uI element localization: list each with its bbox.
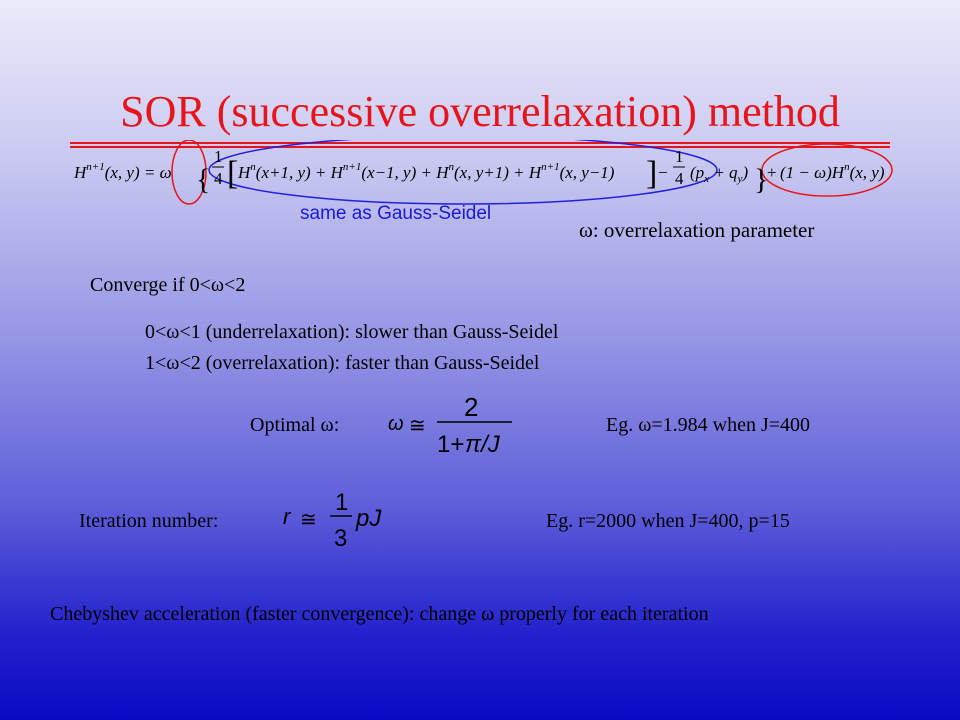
slide-title: SOR (successive overrelaxation) method xyxy=(120,87,840,136)
svg-text:≅: ≅ xyxy=(409,415,426,437)
overrelaxation-line: 1<ω<2 (overrelaxation): faster than Gauss-Seidel xyxy=(145,352,540,374)
svg-text:(1 − ω)Hn(x, y): $(1 - \omega)H^n(x$, y) xyxy=(780,161,885,182)
svg-text:Hn+1(x, y) = ω: $H^{n+1}(x$, y) = ω xyxy=(74,161,172,182)
svg-text:4: 4 xyxy=(675,169,684,188)
svg-text:]: ] xyxy=(646,155,658,192)
svg-text:1: 1 xyxy=(335,489,349,516)
optimal-omega-label: Optimal ω: xyxy=(250,414,340,436)
optimal-omega-example: Eg. ω=1.984 when J=400 xyxy=(606,414,811,436)
svg-text:≅: ≅ xyxy=(300,509,317,531)
svg-text:(px + qy): $(p_x + q_y)$ xyxy=(690,163,749,185)
svg-text:Hn(x+1, y) + Hn+1(x−1, y) + Hn: $H^n(x+1$, $y) + H^{n+1}(x-1$, $y) + H^n(x$, $y+1) + H^{n+1}(x$, y−1) xyxy=(238,161,615,182)
svg-text:3: 3 xyxy=(334,525,348,552)
svg-text:r: r xyxy=(283,504,291,529)
svg-text:pJ: pJ xyxy=(356,505,382,532)
omega-definition: ω: overrelaxation parameter xyxy=(579,218,815,242)
svg-text:ω: ω xyxy=(388,413,404,435)
sor-equation xyxy=(66,140,896,212)
optimal-omega-formula xyxy=(385,386,520,458)
svg-text:1: 1 xyxy=(675,147,684,166)
svg-text:π/J: π/J xyxy=(465,431,500,458)
svg-text:1: 1 xyxy=(214,147,223,166)
svg-text:1+: 1+ xyxy=(437,431,465,458)
svg-text:}: } xyxy=(754,163,769,196)
svg-text:2: 2 xyxy=(464,392,479,422)
convergence-condition: Converge if 0<ω<2 xyxy=(90,274,246,296)
iteration-number-formula xyxy=(280,478,395,558)
svg-text:4: 4 xyxy=(214,169,223,188)
iteration-number-example: Eg. r=2000 when J=400, p=15 xyxy=(546,510,790,532)
svg-text:−: − xyxy=(658,163,668,182)
chebyshev-note: Chebyshev acceleration (faster convergence): change ω properly for each iteration xyxy=(50,603,709,625)
underrelaxation-line: 0<ω<1 (underrelaxation): slower than Gauss-Seidel xyxy=(145,321,559,343)
svg-text:+: + xyxy=(767,163,777,182)
svg-text:[: [ xyxy=(227,155,239,192)
gauss-seidel-note: same as Gauss-Seidel xyxy=(300,203,492,224)
iteration-number-label: Iteration number: xyxy=(79,510,219,532)
svg-text:{: { xyxy=(196,163,211,196)
